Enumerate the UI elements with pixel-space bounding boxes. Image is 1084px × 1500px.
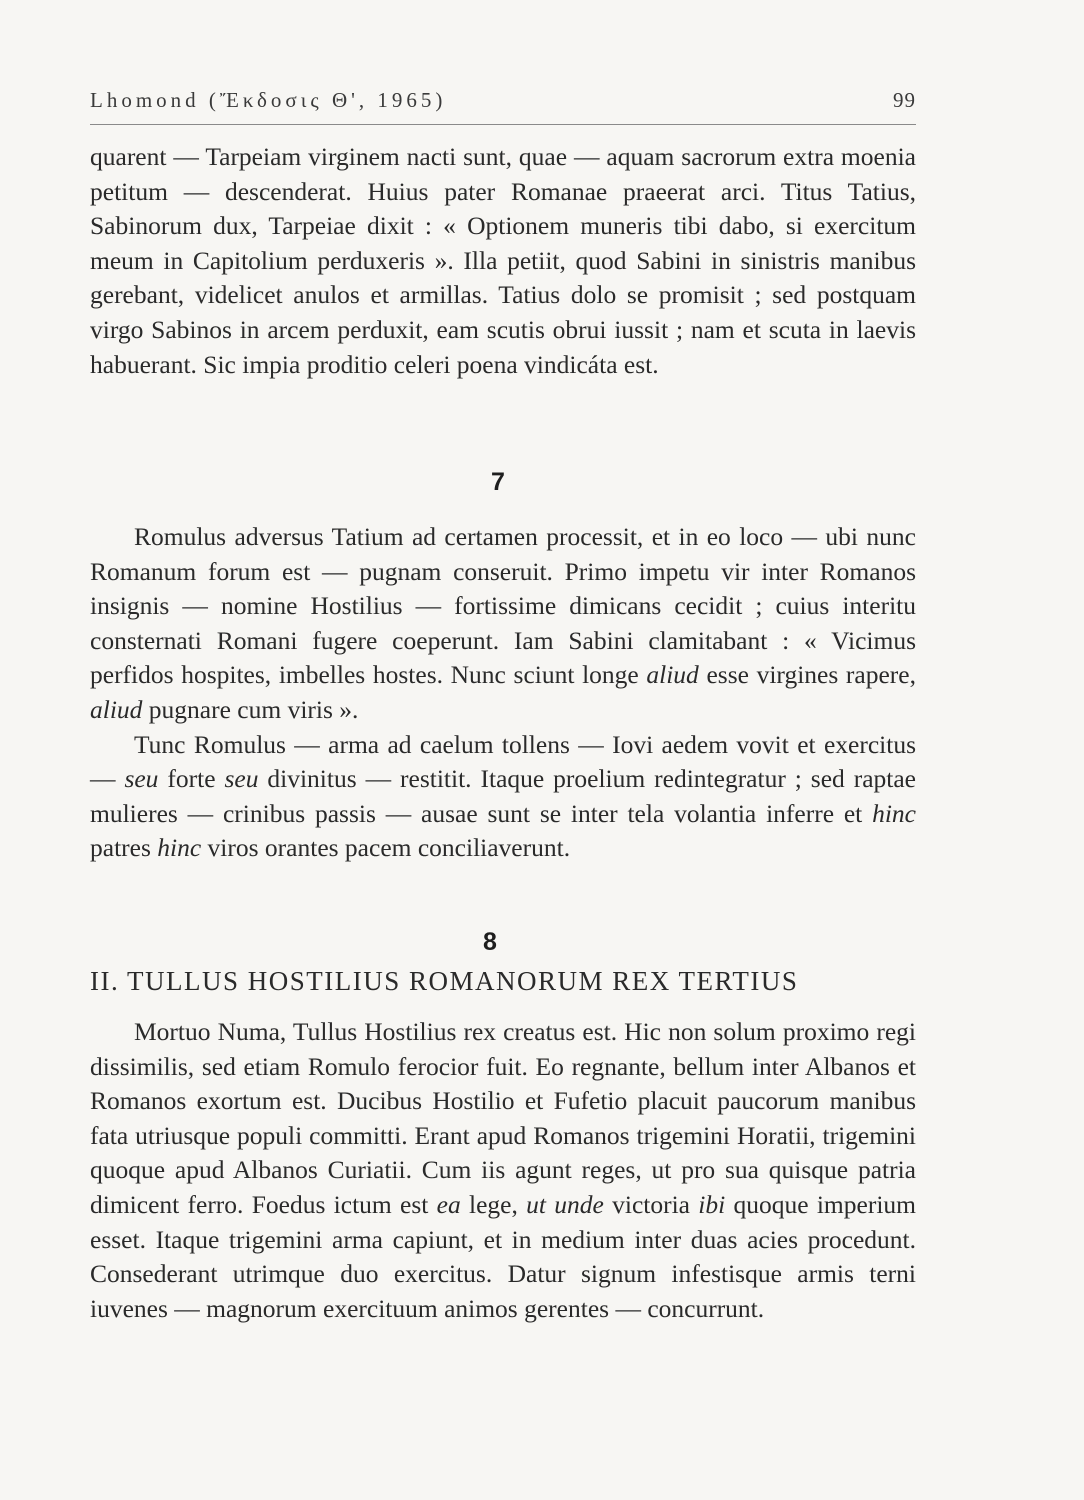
section-7-text (90, 520, 916, 866)
header-rule (90, 124, 916, 125)
running-title: Lhomond (Ἔκδοσις Θ', 1965) (90, 88, 447, 112)
section-number-7: 7 (491, 468, 505, 496)
paragraph-tarpeia: quarent — Tarpeiam virginem nacti sunt, quae — aquam sacrorum extra moenia petitum — descenderat. Huius pater Romanae praeerat arci. Titus Tatius, Sabinorum dux, Tarpeiae dixit : « Optionem muneris tibi dabo, si exercitum meum in Capitolium perduxeris ». Illa petiit, quod Sabini in sinistris manibus gerebant, videlicet anulos et armillas. Tatius dolo se promisit ; sed postquam virgo Sabinos in arcem perduxit, eam scutis obrui iussit ; nam et scuta in laevis habuerant. Sic impia proditio celeri poena vindicáta est. (90, 142, 916, 379)
chapter-heading: II. TULLUS HOSTILIUS ROMANORUM REX TERTIUS (90, 966, 799, 996)
running-header (90, 88, 916, 113)
page-number: 99 (893, 88, 916, 112)
section-continued-text (90, 140, 916, 382)
section-number-8: 8 (483, 928, 497, 956)
paragraph-romulus-battle: Romulus adversus Tatium ad certamen processit, et in eo loco — ubi nunc Romanum forum est — pugnam conseruit. Primo impetu vir inter Romanos insignis — nomine Hostilius — fortissime dimicans cecidit ; cuius interitu consternati Romani fugere coeperunt. Iam Sabini clamitabant : « Vicimus perfidos hospites, imbelles hostes. Nunc sciunt longe aliud esse virgines rapere, aliud pugnare cum viris ». (90, 522, 916, 724)
paragraph-romulus-vow: Tunc Romulus — arma ad caelum tollens — Iovi aedem vovit et exercitus — seu forte seu divinitus — restitit. Itaque proelium redintegratur ; sed raptae mulieres — crinibus passis — ausae sunt se inter tela volantia inferre et hinc patres hinc viros orantes pacem conciliaverunt. (90, 729, 916, 863)
section-8-text (90, 1015, 916, 1326)
paragraph-tullus-hostilius: Mortuo Numa, Tullus Hostilius rex creatus est. Hic non solum proximo regi dissimilis, sed etiam Romulo ferocior fuit. Eo regnante, bellum inter Albanos et Romanos exortum est. Ducibus Hostilio et Fufetio placuit paucorum manibus fata utriusque populi committi. Erant apud Romanos trigemini Horatii, trigemini quoque apud Albanos Curiatii. Cum iis agunt reges, ut pro sua quisque patria dimicent ferro. Foedus ictum est ea lege, ut unde victoria ibi quoque imperium esset. Itaque trigemini arma capiunt, et in medium inter duas acies procedunt. Consederant utrimque duo exercitus. Datur signum infestisque armis terni iuvenes — magnorum exercituum animos gerentes — concurrunt. (90, 1017, 916, 1323)
